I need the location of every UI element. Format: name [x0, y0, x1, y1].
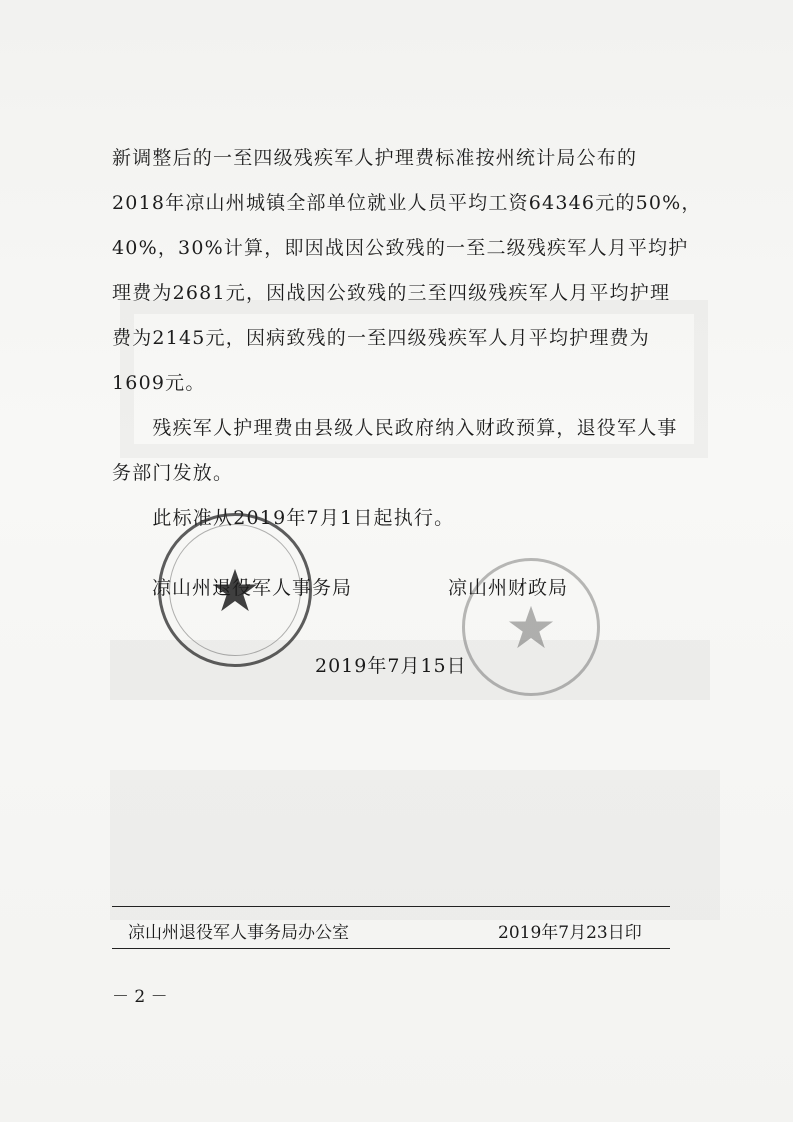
body-line: 费为2145元，因病致残的一至四级残疾军人月平均护理费为 [112, 327, 650, 349]
page-number: － 2 － [112, 987, 168, 1007]
body-line: 残疾军人护理费由县级人民政府纳入财政预算，退役军人事 [112, 417, 678, 439]
signature-date: 2019年7月15日 [315, 655, 467, 677]
body-line: 40%，30%计算，即因战因公致残的一至二级残疾军人月平均护 [112, 237, 689, 259]
footer-rule-bottom [112, 948, 670, 949]
footer-print-date: 2019年7月23日印 [498, 923, 642, 943]
body-line: 2018年凉山州城镇全部单位就业人员平均工资64346元的50%， [112, 192, 702, 214]
body-line: 此标准从2019年7月1日起执行。 [112, 507, 455, 529]
footer-rule-top [112, 906, 670, 907]
signature-left: 凉山州退役军人事务局 [152, 577, 353, 599]
body-line: 理费为2681元，因战因公致残的三至四级残疾军人月平均护理 [112, 282, 671, 304]
star-icon [508, 604, 554, 650]
bleed-through-block [110, 770, 720, 920]
signature-right: 凉山州财政局 [448, 577, 569, 599]
body-line: 1609元。 [112, 372, 206, 394]
body-line: 新调整后的一至四级残疾军人护理费标准按州统计局公布的 [112, 147, 638, 169]
body-line: 务部门发放。 [112, 462, 234, 484]
footer-issuer: 凉山州退役军人事务局办公室 [128, 923, 349, 943]
